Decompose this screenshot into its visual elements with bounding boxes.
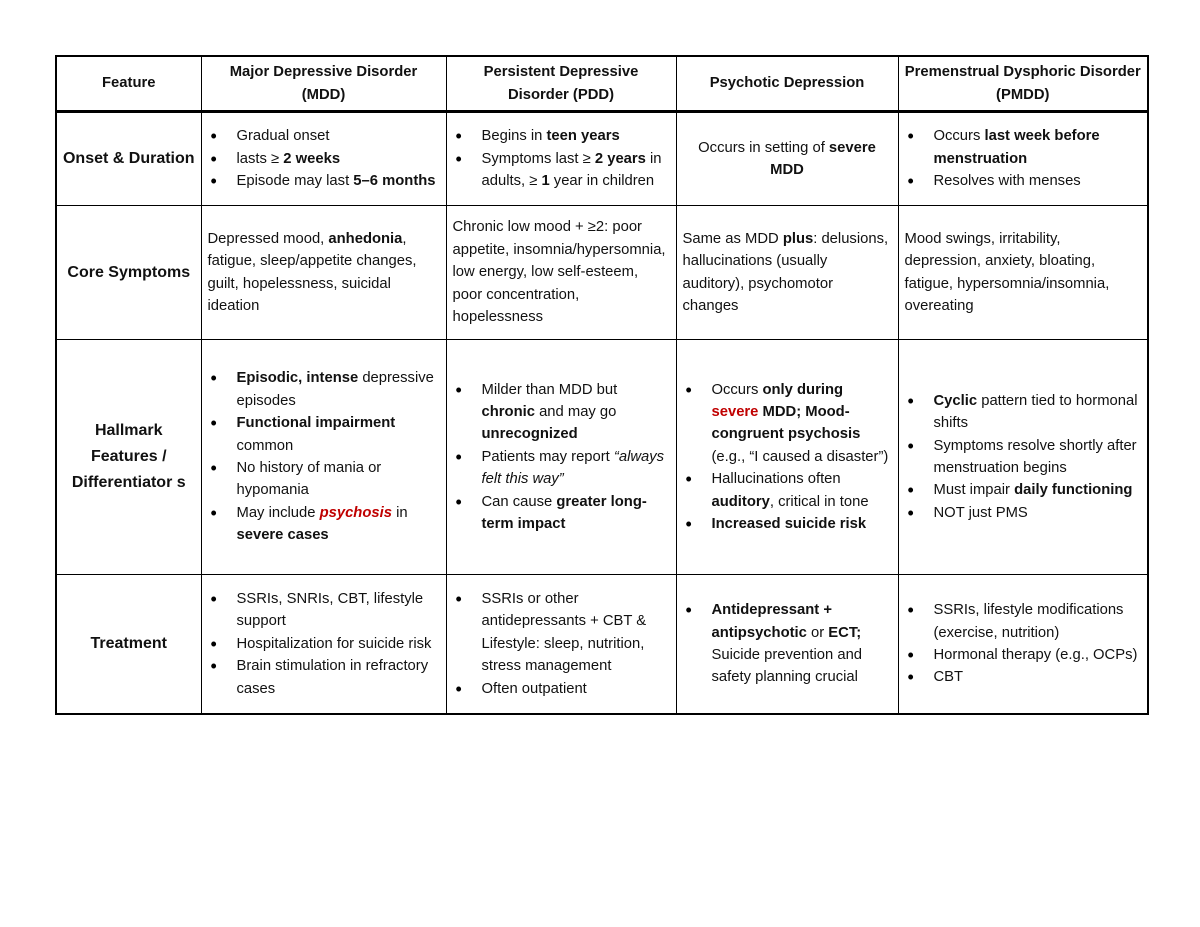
- list-item: • Gradual onset: [208, 125, 440, 147]
- list-item: • Must impair daily functioning: [905, 479, 1142, 501]
- list-item: • Can cause greater long-term impact: [453, 491, 670, 536]
- header-pdd: Persistent Depressive Disorder (PDD): [446, 56, 676, 112]
- header-row: [56, 56, 1148, 112]
- list-item: • May include psychosis in severe cases: [208, 502, 440, 547]
- cell-hallmark-psychotic: [676, 340, 898, 575]
- list-item: • Hallucinations often auditory, critical in tone: [683, 468, 892, 513]
- cell-onset-psychotic: Occurs in setting of severe MDD: [676, 112, 898, 206]
- list-item: • Increased suicide risk: [683, 513, 892, 535]
- cell-treatment-pdd: [446, 575, 676, 715]
- list-item: • Often outpatient: [453, 678, 670, 700]
- list-item: • Symptoms resolve shortly after menstruation begins: [905, 435, 1142, 480]
- cell-hallmark-mdd: [201, 340, 446, 575]
- list-item: • Functional impairment common: [208, 412, 440, 457]
- header-psychotic: Psychotic Depression: [676, 56, 898, 112]
- table-row-core: [56, 206, 1148, 340]
- list-item: • SSRIs, SNRIs, CBT, lifestyle support: [208, 588, 440, 633]
- cell-treatment-pmdd: [898, 575, 1148, 715]
- list-item: • Begins in teen years: [453, 125, 670, 147]
- row-label-core: Core Symptoms: [56, 206, 201, 340]
- table-row-onset: [56, 112, 1148, 206]
- list-item: • Cyclic pattern tied to hormonal shifts: [905, 390, 1142, 435]
- cell-onset-mdd: [201, 112, 446, 206]
- list-item: • Episode may last 5–6 months: [208, 170, 440, 192]
- list-item: • Symptoms last ≥ 2 years in adults, ≥ 1 year in children: [453, 148, 670, 193]
- list-item: • Patients may report “always felt this way”: [453, 446, 670, 491]
- header-mdd: Major Depressive Disorder (MDD): [201, 56, 446, 112]
- row-label-onset: Onset & Duration: [56, 112, 201, 206]
- cell-onset-pmdd: [898, 112, 1148, 206]
- list-item: • Occurs only during severe MDD; Mood-congruent psychosis (e.g., “I caused a disaster”): [683, 379, 892, 469]
- cell-treatment-mdd: [201, 575, 446, 715]
- cell-core-pmdd: Mood swings, irritability, depression, anxiety, bloating, fatigue, hypersomnia/insomnia, overeating: [898, 206, 1148, 340]
- list-item: • No history of mania or hypomania: [208, 457, 440, 502]
- cell-core-pdd: Chronic low mood + ≥2: poor appetite, insomnia/hypersomnia, low energy, low self-esteem, poor concentration, hopelessness: [446, 206, 676, 340]
- list-item: • Occurs last week before menstruation: [905, 125, 1142, 170]
- header-pmdd: Premenstrual Dysphoric Disorder (PMDD): [898, 56, 1148, 112]
- header-feature: Feature: [56, 56, 201, 112]
- cell-hallmark-pdd: [446, 340, 676, 575]
- cell-core-mdd: Depressed mood, anhedonia, fatigue, sleep/appetite changes, guilt, hopelessness, suicidal ideation: [201, 206, 446, 340]
- list-item: • Milder than MDD but chronic and may go unrecognized: [453, 379, 670, 446]
- list-item: • Episodic, intense depressive episodes: [208, 367, 440, 412]
- cell-onset-pdd: [446, 112, 676, 206]
- cell-core-psychotic: Same as MDD plus: delusions, hallucinations (usually auditory), psychomotor changes: [676, 206, 898, 340]
- list-item: • SSRIs, lifestyle modifications (exercise, nutrition): [905, 599, 1142, 644]
- list-item: • CBT: [905, 666, 1142, 688]
- cell-hallmark-pmdd: [898, 340, 1148, 575]
- comparison-table: [55, 55, 1149, 715]
- table-row-hallmark: [56, 340, 1148, 575]
- list-item: • lasts ≥ 2 weeks: [208, 148, 440, 170]
- cell-treatment-psychotic: [676, 575, 898, 715]
- list-item: • Hormonal therapy (e.g., OCPs): [905, 644, 1142, 666]
- list-item: • Brain stimulation in refractory cases: [208, 655, 440, 700]
- list-item: • Resolves with menses: [905, 170, 1142, 192]
- list-item: • NOT just PMS: [905, 502, 1142, 524]
- list-item: • Antidepressant + antipsychotic or ECT; Suicide prevention and safety planning crucial: [683, 599, 892, 689]
- row-label-treatment: Treatment: [56, 575, 201, 715]
- list-item: • Hospitalization for suicide risk: [208, 633, 440, 655]
- list-item: • SSRIs or other antidepressants + CBT & Lifestyle: sleep, nutrition, stress management: [453, 588, 670, 678]
- row-label-hallmark: Hallmark Features / Differentiator s: [56, 340, 201, 575]
- table-row-treatment: [56, 575, 1148, 715]
